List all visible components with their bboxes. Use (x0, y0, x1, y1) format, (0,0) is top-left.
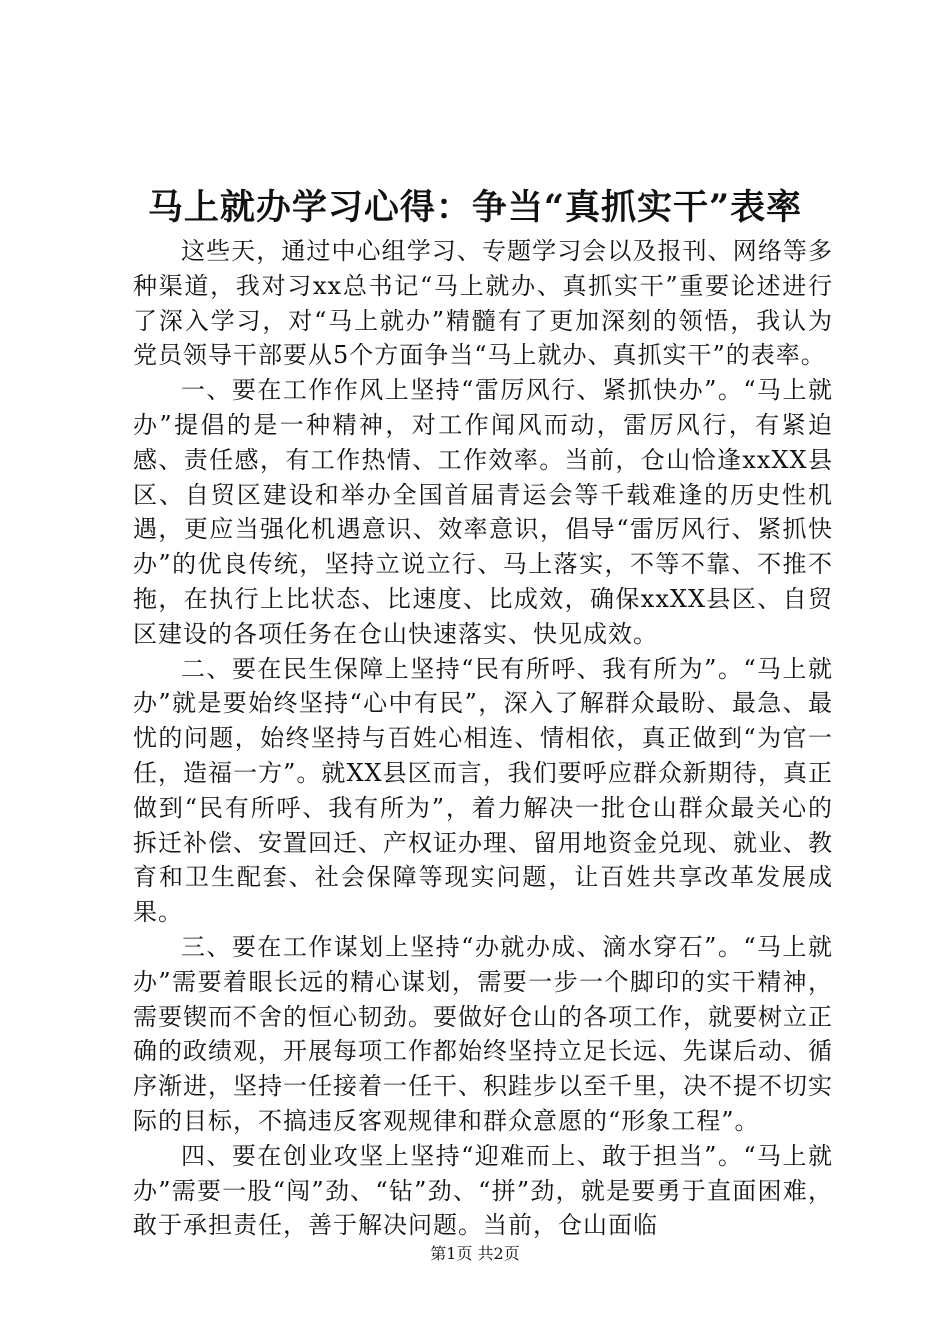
paragraph-point-1: 一、要在工作作风上坚持“雷厉风行、紧抓快办”。“马上就办”提倡的是一种精神，对工作闻风而动，雷厉风行，有紧迫感、责任感，有工作热情、工作效率。当前，仓山恰逢xxXX县区、自贸区建设和举办全国首届青运会等千载难逢的历史性机遇，更应当强化机遇意识、效率意识，倡导“雷厉风行、紧抓快办”的优良传统，坚持立说立行、马上落实，不等不靠、不推不拖，在执行上比状态、比速度、比成效，确保xxXX县区、自贸区建设的各项任务在仓山快速落实、快见成效。 (133, 376, 833, 648)
paragraph-intro: 这些天，通过中心组学习、专题学习会以及报刊、网络等多种渠道，我对习xx总书记“马上就办、真抓实干”重要论述进行了深入学习，对“马上就办”精髓有了更加深刻的领悟，我认为党员领导干部要从5个方面争当“马上就办、真抓实干”的表率。 (133, 237, 833, 370)
paragraph-point-4: 四、要在创业攻坚上坚持“迎难而上、敢于担当”。“马上就办”需要一股“闯”劲、“钻”劲、“拼”劲，就是要勇于直面困难，敢于承担责任，善于解决问题。当前，仓山面临 (133, 1141, 833, 1240)
paragraph-point-2: 二、要在民生保障上坚持“民有所呼、我有所为”。“马上就办”就是要始终坚持“心中有民”，深入了解群众最盼、最急、最忧的问题，始终坚持与百姓心相连、情相依，真正做到“为官一任，造福一方”。就XX县区而言，我们要呼应群众新期待，真正做到“民有所呼、我有所为”，着力解决一批仓山群众最关心的拆迁补偿、安置回迁、产权证办理、留用地资金兑现、就业、教育和卫生配套、社会保障等现实问题，让百姓共享改革发展成果。 (133, 654, 833, 927)
document-title: 马上就办学习心得：争当“真抓实干”表率 (147, 187, 803, 228)
page-number-footer: 第1页 共2页 (430, 1244, 520, 1263)
document-body (133, 234, 833, 1243)
paragraph-point-3: 三、要在工作谋划上坚持“办就办成、滴水穿石”。“马上就办”需要着眼长远的精心谋划，需要一步一个脚印的实干精神，需要锲而不舍的恒心韧劲。要做好仓山的各项工作，就要树立正确的政绩观，开展每项工作都始终坚持立足长远、先谋后动、循序渐进，坚持一任接着一任干、积跬步以至千里，决不提不切实际的目标，不搞违反客观规律和群众意愿的“形象工程”。 (133, 932, 833, 1135)
